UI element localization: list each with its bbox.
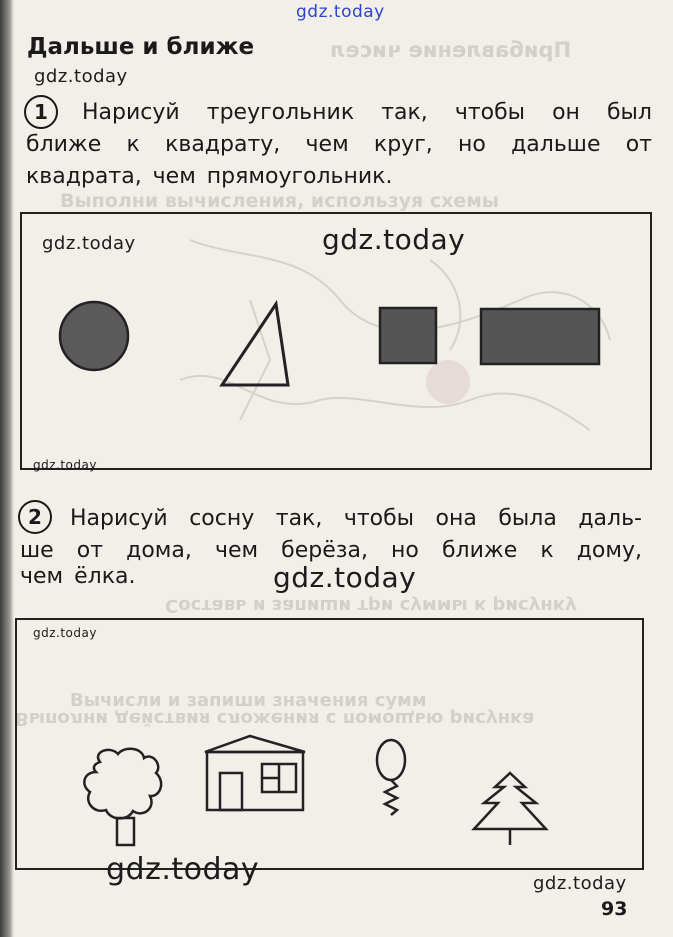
pine-tree	[377, 740, 405, 815]
bleed-through-text-3: Вычисли и запиши значения сумм	[70, 690, 427, 711]
watermark-text: gdz.today	[273, 561, 417, 594]
watermark-text: gdz.today	[34, 66, 128, 87]
lesson-title: Дальше и ближе	[27, 34, 255, 60]
house	[205, 736, 305, 810]
task1-number: 1	[24, 95, 58, 129]
watermark-text: gdz.today	[33, 626, 97, 640]
bleed-through-text-4: Выполни действия сложения с помощью рисунка	[15, 708, 535, 729]
birch-tree	[84, 749, 161, 845]
watermark-text: gdz.today	[42, 233, 136, 254]
watermark-text: gdz.today	[106, 852, 260, 887]
watermark-text: gdz.today	[33, 458, 97, 472]
fir-tree	[474, 773, 546, 845]
task2-line-1: Нарисуй сосну так, чтобы она была даль-	[70, 506, 642, 531]
task1-line-3: квадрата, чем прямоугольник.	[26, 164, 393, 189]
task1-line-1: Нарисуй треугольник так, чтобы он был	[82, 100, 652, 125]
bleed-through-text-2: Составь и запиши три суммы к рисунку	[165, 595, 577, 616]
watermark-text: gdz.today	[322, 223, 466, 256]
task1-line-2: ближе к квадрату, чем круг, но дальше от	[26, 132, 652, 157]
bleed-through-text-1: Выполни вычисления, используя схемы	[60, 190, 499, 212]
bleed-through-heading: Прибавление чисел	[330, 38, 572, 62]
page-number: 93	[601, 898, 628, 920]
task2-line-3: чем ёлка.	[20, 564, 136, 589]
watermark-top: gdz.today	[296, 2, 385, 22]
task2-line-2: ше от дома, чем берёза, но ближе к дому,	[20, 538, 642, 563]
task2-number: 2	[18, 500, 52, 534]
watermark-text: gdz.today	[533, 873, 627, 894]
